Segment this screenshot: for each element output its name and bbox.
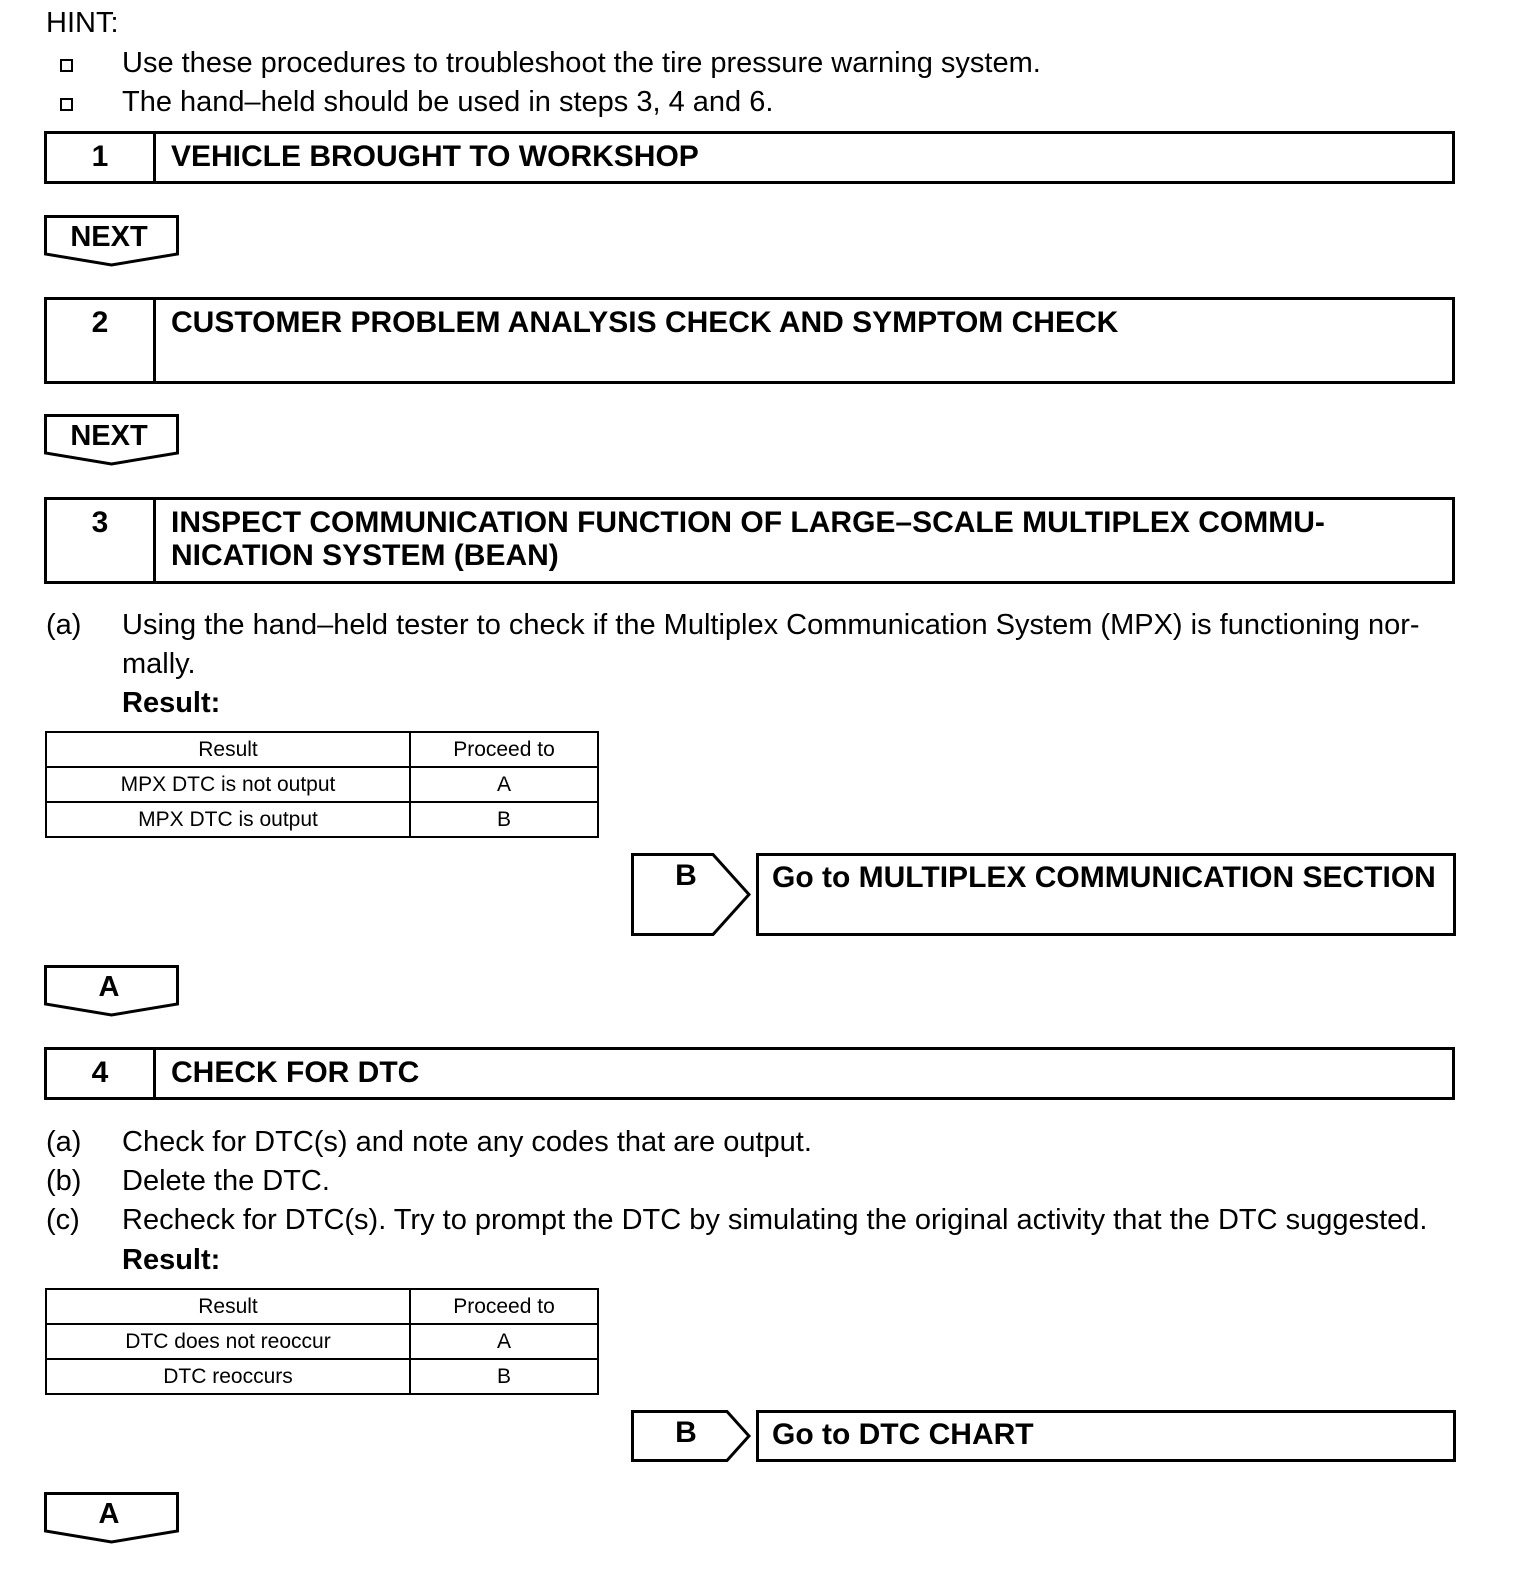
instruction-text: Delete the DTC. (122, 1165, 330, 1197)
checkbox-square-icon (60, 98, 73, 111)
step-number: 4 (47, 1050, 156, 1097)
step-3-header (44, 497, 1455, 584)
result-label: Result: (122, 1244, 221, 1276)
branch-b-arrow (631, 1410, 753, 1462)
hint-label: HINT: (46, 7, 119, 39)
result-table (45, 731, 599, 838)
table-cell: A (410, 1324, 598, 1359)
step-title: CUSTOMER PROBLEM ANALYSIS CHECK AND SYMPTOM CHECK (171, 306, 1119, 339)
step-number: 1 (47, 134, 156, 181)
flag-label: A (98, 971, 120, 1003)
table-header-row (46, 1289, 598, 1324)
result-table (45, 1288, 599, 1395)
list-marker: (c) (46, 1204, 80, 1236)
flag-label: A (98, 1498, 120, 1530)
branch-label: B (675, 859, 697, 892)
step-1-header (44, 131, 1455, 184)
step-4-header (44, 1047, 1455, 1100)
step-title (171, 506, 1438, 572)
table-cell: MPX DTC is output (46, 802, 410, 837)
step-number: 3 (47, 500, 156, 581)
table-header-cell: Proceed to (410, 1289, 598, 1324)
flag-label: NEXT (70, 221, 148, 253)
instruction-text: Check for DTC(s) and note any codes that are output. (122, 1126, 812, 1158)
table-header-cell: Result (46, 732, 410, 767)
table-cell: MPX DTC is not output (46, 767, 410, 802)
instruction-text: mally. (122, 648, 196, 680)
goto-box (756, 1410, 1456, 1462)
step-title: VEHICLE BROUGHT TO WORKSHOP (171, 140, 699, 173)
branch-b-arrow (631, 853, 753, 936)
goto-text: Go to MULTIPLEX COMMUNICATION SECTION (772, 861, 1436, 894)
flag-label: NEXT (70, 420, 148, 452)
table-row (46, 802, 598, 837)
branch-label: B (675, 1416, 697, 1449)
hint-item: Use these procedures to troubleshoot the tire pressure warning system. (122, 47, 1041, 79)
table-cell: B (410, 1359, 598, 1394)
instruction-text: Recheck for DTC(s). Try to prompt the DTC by simulating the original activity that the DTC suggested. (122, 1204, 1428, 1236)
table-row (46, 1324, 598, 1359)
table-header-row (46, 732, 598, 767)
next-flag (44, 414, 179, 466)
goto-box (756, 853, 1456, 936)
next-flag (44, 215, 179, 267)
a-flag (44, 965, 179, 1017)
table-cell: DTC does not reoccur (46, 1324, 410, 1359)
table-cell: A (410, 767, 598, 802)
table-row (46, 767, 598, 802)
instruction-text: Using the hand–held tester to check if the Multiplex Communication System (MPX) is functioning nor- (122, 609, 1420, 641)
step-title-line: INSPECT COMMUNICATION FUNCTION OF LARGE–SCALE MULTIPLEX COMMU- (171, 506, 1325, 539)
table-cell: DTC reoccurs (46, 1359, 410, 1394)
goto-text: Go to DTC CHART (772, 1418, 1034, 1451)
result-label: Result: (122, 687, 221, 719)
table-header-cell: Proceed to (410, 732, 598, 767)
table-header-cell: Result (46, 1289, 410, 1324)
checkbox-square-icon (60, 59, 73, 72)
step-2-header (44, 297, 1455, 384)
step-title: CHECK FOR DTC (171, 1056, 420, 1089)
table-row (46, 1359, 598, 1394)
table-cell: B (410, 802, 598, 837)
a-flag (44, 1492, 179, 1544)
step-title-line: NICATION SYSTEM (BEAN) (171, 539, 559, 572)
list-marker: (a) (46, 609, 82, 641)
list-marker: (a) (46, 1126, 82, 1158)
step-number: 2 (47, 300, 156, 381)
hint-item: The hand–held should be used in steps 3, 4 and 6. (122, 86, 774, 118)
list-marker: (b) (46, 1165, 82, 1197)
